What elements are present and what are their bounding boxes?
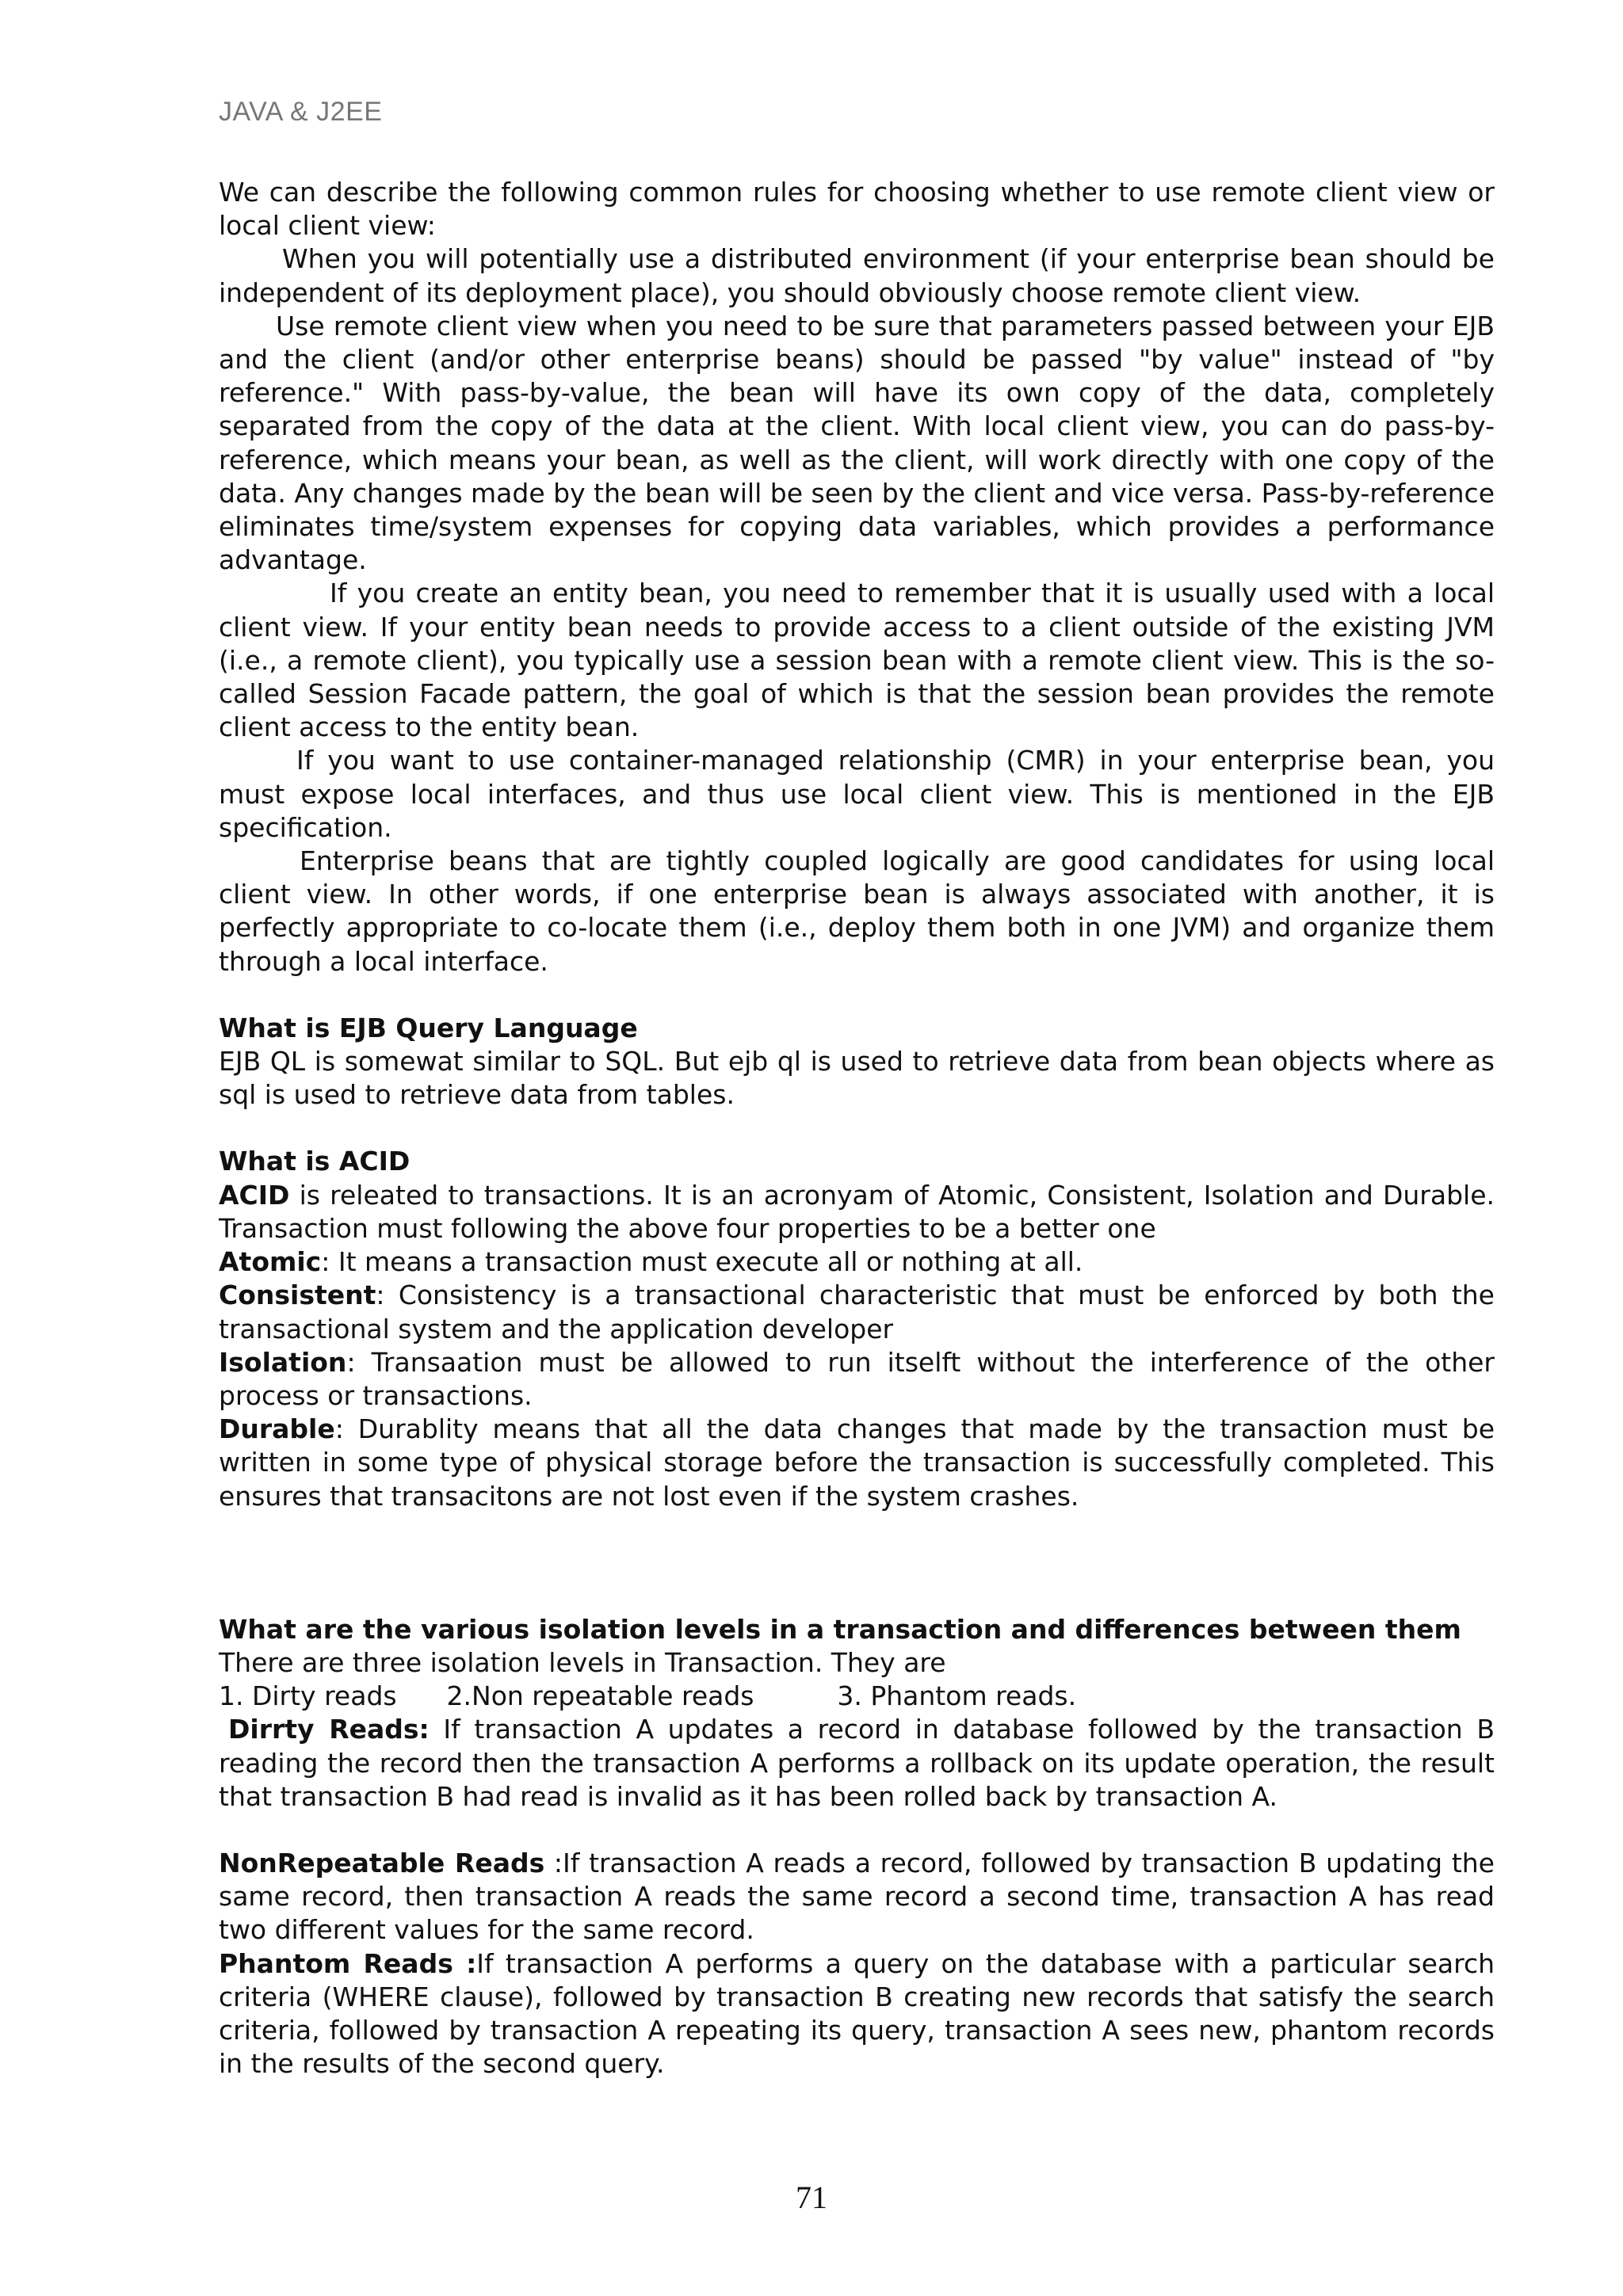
spacer (219, 1513, 1495, 1613)
spacer (219, 1814, 1495, 1847)
definition-consistent: Consistent: Consistency is a transactional characteristic that must be enforced by both the transactional system and the application developer (219, 1280, 1495, 1344)
paragraph: Enterprise beans that are tightly coupled logically are good candidates for using local client view. In other words, if one enterprise bean is always associated with another, it is perfectly appropriate to co-locate them (i.e., deploy them both in one JVM) and organize them through a local interface. (219, 845, 1495, 977)
term: Isolation (219, 1346, 347, 1378)
section-heading: What are the various isolation levels in a transaction and differences between them (219, 1613, 1461, 1645)
paragraph: We can describe the following common rules for choosing whether to use remote client view or local client view: (219, 177, 1495, 242)
definition-nonrepeatable-reads: NonRepeatable Reads :If transaction A reads a record, followed by transaction B updating the same record, then transaction A reads the same record a second time, transaction A has read two different values for the same record. (219, 1847, 1495, 1946)
term: Durable (219, 1413, 335, 1445)
spacer (219, 1112, 1495, 1145)
definition-durable: Durable: Durablity means that all the data changes that made by the transaction must be written in some type of physical storage before the transaction is successfully completed. This ensures that transacitons are not lost even if the system crashes. (219, 1413, 1495, 1512)
paragraph: When you will potentially use a distributed environment (if your enterprise bean should be independent of its deployment place), you should obviously choose remote client view. (219, 243, 1495, 308)
page-body (219, 176, 1495, 2081)
definition-atomic: Atomic: It means a transaction must execute all or nothing at all. (219, 1246, 1083, 1278)
isolation-levels-list: 1. Dirty reads 2.Non repeatable reads 3. Phantom reads. (219, 1680, 1077, 1712)
paragraph: There are three isolation levels in Transaction. They are (219, 1646, 946, 1678)
paragraph: If you create an entity bean, you need to remember that it is usually used with a local client view. If your entity bean needs to provide access to a client outside of the existing JVM (i.e., a remote client), you typically use a session bean with a remote client view. This is the so-called Session Facade pattern, the goal of which is that the session bean provides the remote client access to the entity bean. (219, 578, 1495, 743)
section-heading: What is ACID (219, 1146, 411, 1177)
term: Atomic (219, 1246, 322, 1278)
term: Dirrty Reads: (228, 1714, 430, 1745)
definition-acid: ACID is releated to transactions. It is an acronyam of Atomic, Consistent, Isolation and Durable. Transaction must following the above four properties to be a better one (219, 1179, 1495, 1244)
term: Phantom Reads : (219, 1947, 477, 1979)
term: NonRepeatable Reads (219, 1847, 545, 1878)
section-heading: What is EJB Query Language (219, 1012, 638, 1043)
spacer (219, 978, 1495, 1012)
definition-phantom-reads: Phantom Reads :If transaction A performs a query on the database with a particular search criteria (WHERE clause), followed by transaction B creating new records that satisfy the search criteria, followed by transaction A repeating its query, transaction A sees new, phantom records in the results of the second query. (219, 1947, 1495, 2080)
page-number: 71 (796, 2180, 827, 2215)
definition-isolation: Isolation: Transaation must be allowed to run itselft without the interference of the other process or transactions. (219, 1346, 1495, 1411)
running-header: JAVA & J2EE (219, 97, 383, 127)
paragraph: If you want to use container-managed relationship (CMR) in your enterprise bean, you must expose local interfaces, and thus use local client view. This is mentioned in the EJB specification. (219, 745, 1495, 843)
definition-dirty-reads: Dirrty Reads: If transaction A updates a record in database followed by the transaction B reading the record then the transaction A performs a rollback on its update operation, the result that transaction B had read is invalid as it has been rolled back by transaction A. (219, 1714, 1495, 1812)
paragraph: EJB QL is somewat similar to SQL. But ejb ql is used to retrieve data from bean objects where as sql is used to retrieve data from tables. (219, 1046, 1495, 1111)
term: ACID (219, 1179, 290, 1211)
paragraph: Use remote client view when you need to be sure that parameters passed between your EJB and the client (and/or other enterprise beans) should be passed "by value" instead of "by reference." With pass-by-value, the bean will have its own copy of the data, completely separated from the copy of the data at the client. With local client view, you can do pass-by-reference, which means your bean, as well as the client, will work directly with one copy of the data. Any changes made by the bean will be seen by the client and vice versa. Pass-by-reference eliminates time/system expenses for copying data variables, which provides a performance advantage. (219, 310, 1495, 576)
term: Consistent (219, 1280, 376, 1311)
